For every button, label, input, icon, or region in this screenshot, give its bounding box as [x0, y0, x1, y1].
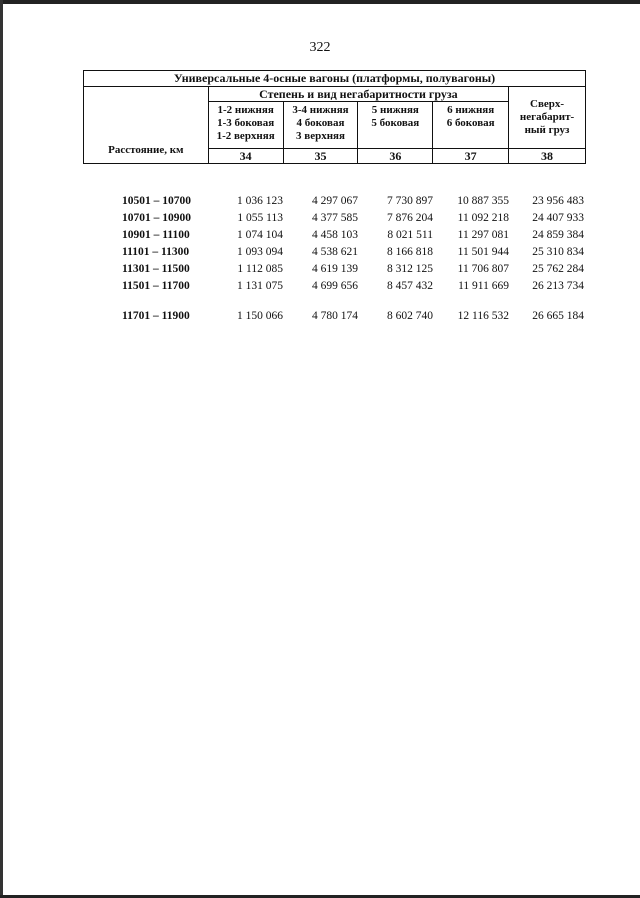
table-row	[0, 263, 640, 280]
table-row	[0, 229, 640, 246]
column-header-line: 1-2 верхняя	[216, 130, 275, 142]
distance-range: 10901 – 11100	[122, 229, 190, 241]
column-header-line: 6 боковая	[446, 117, 495, 129]
value-cell: 4 458 103	[312, 229, 358, 241]
column-header-line: 1-2 нижняя	[217, 104, 274, 116]
value-cell: 8 021 511	[387, 229, 433, 241]
value-cell: 1 131 075	[237, 280, 283, 292]
page-number: 322	[309, 40, 331, 55]
value-cell: 1 112 085	[237, 263, 283, 275]
value-cell: 25 310 834	[532, 246, 584, 258]
value-cell: 11 501 944	[457, 246, 509, 258]
column-header-36	[358, 102, 433, 149]
scan-edge-top	[0, 0, 640, 4]
column-header-line: 6 нижняя	[447, 104, 495, 116]
value-cell: 24 859 384	[532, 229, 584, 241]
distance-range: 11701 – 11900	[122, 310, 190, 322]
value-cell: 7 730 897	[387, 195, 433, 207]
value-cell: 11 092 218	[457, 212, 509, 224]
value-cell: 1 093 094	[237, 246, 283, 258]
column-header-line: Сверх-	[530, 98, 565, 110]
table-title: Универсальные 4-осные вагоны (платформы, полувагоны)	[84, 71, 586, 87]
value-cell: 4 377 585	[312, 212, 358, 224]
value-cell: 11 911 669	[458, 280, 509, 292]
value-cell: 1 150 066	[237, 310, 283, 322]
value-cell: 25 762 284	[532, 263, 584, 275]
column-header-line: 3-4 нижняя	[292, 104, 349, 116]
scan-edge-left	[0, 0, 3, 898]
value-cell: 26 665 184	[532, 310, 584, 322]
value-cell: 8 312 125	[387, 263, 433, 275]
value-cell: 4 297 067	[312, 195, 358, 207]
column-header-line: негабарит-	[519, 111, 575, 123]
value-cell: 11 706 807	[457, 263, 509, 275]
table-body	[0, 195, 640, 327]
column-header-line: 1-3 боковая	[217, 117, 275, 129]
value-cell: 1 036 123	[237, 195, 283, 207]
value-cell: 4 780 174	[312, 310, 358, 322]
table-header	[83, 70, 586, 164]
column-header-line: 3 верхняя	[296, 130, 345, 142]
value-cell: 24 407 933	[532, 212, 584, 224]
group-header: Степень и вид негабаритности груза	[208, 87, 508, 102]
value-cell: 4 619 139	[312, 263, 358, 275]
column-header-34	[208, 102, 283, 149]
distance-header: Расстояние, км	[84, 87, 209, 164]
value-cell: 23 956 483	[532, 195, 584, 207]
column-number-37: 37	[433, 149, 509, 164]
value-cell: 1 074 104	[237, 229, 283, 241]
value-cell: 7 876 204	[387, 212, 433, 224]
column-header-line: 4 боковая	[296, 117, 345, 129]
distance-range: 11501 – 11700	[122, 280, 190, 292]
column-number-35: 35	[283, 149, 358, 164]
value-cell: 12 116 532	[457, 310, 509, 322]
column-header-line: 5 нижняя	[371, 104, 419, 116]
table-row	[0, 280, 640, 297]
column-number-36: 36	[358, 149, 433, 164]
column-header-37	[433, 102, 509, 149]
distance-range: 11301 – 11500	[122, 263, 190, 275]
table-row	[0, 246, 640, 263]
table-row	[0, 310, 640, 327]
column-header-line: 5 боковая	[371, 117, 420, 129]
table-row	[0, 195, 640, 212]
distance-range: 10701 – 10900	[122, 212, 191, 224]
table-row	[0, 212, 640, 229]
value-cell: 26 213 734	[532, 280, 584, 292]
column-header-35	[283, 102, 358, 149]
column-number-34: 34	[208, 149, 283, 164]
value-cell: 8 166 818	[387, 246, 433, 258]
value-cell: 4 699 656	[312, 280, 358, 292]
distance-range: 10501 – 10700	[122, 195, 191, 207]
value-cell: 8 457 432	[387, 280, 433, 292]
column-header-oversize	[509, 87, 586, 149]
value-cell: 4 538 621	[312, 246, 358, 258]
value-cell: 10 887 355	[457, 195, 509, 207]
distance-range: 11101 – 11300	[122, 246, 190, 258]
value-cell: 8 602 740	[387, 310, 433, 322]
value-cell: 1 055 113	[237, 212, 283, 224]
value-cell: 11 297 081	[457, 229, 509, 241]
column-header-line: ный груз	[524, 124, 570, 136]
column-number-38: 38	[509, 149, 586, 164]
